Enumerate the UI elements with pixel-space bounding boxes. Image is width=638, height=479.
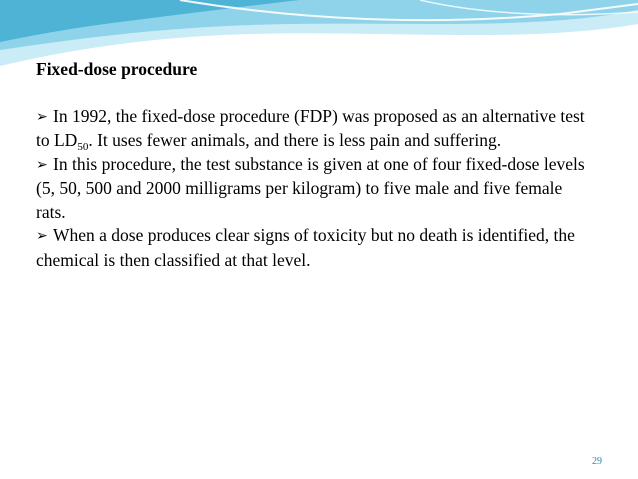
page-number: 29 bbox=[592, 456, 602, 467]
arrow-bullet-icon: ➢ bbox=[36, 156, 48, 173]
slide-content bbox=[36, 58, 596, 272]
bullet-1-text-end: . It uses fewer animals, and there is less pain and suffering. bbox=[88, 130, 502, 150]
bullet-1-subscript: 50 bbox=[77, 141, 89, 153]
bullet-item-1 bbox=[36, 105, 596, 153]
bullet-1-text-start: In 1992, the fixed-dose procedure (FDP) was proposed as an alternative test to LD bbox=[36, 105, 585, 150]
bullet-2-text: In this procedure, the test substance is given at one of four fixed-dose levels (5, 50, 500 and 2000 milligrams per kilogram) to five male and five female rats. bbox=[36, 153, 585, 222]
bullet-item-3 bbox=[36, 224, 596, 272]
bullet-3-text: When a dose produces clear signs of toxicity but no death is identified, the chemical is then classified at that level. bbox=[36, 225, 575, 270]
arrow-bullet-icon: ➢ bbox=[36, 228, 48, 244]
slide-heading: Fixed-dose procedure bbox=[36, 59, 198, 79]
arrow-bullet-icon: ➢ bbox=[36, 108, 48, 125]
bullet-item-2 bbox=[36, 153, 596, 225]
